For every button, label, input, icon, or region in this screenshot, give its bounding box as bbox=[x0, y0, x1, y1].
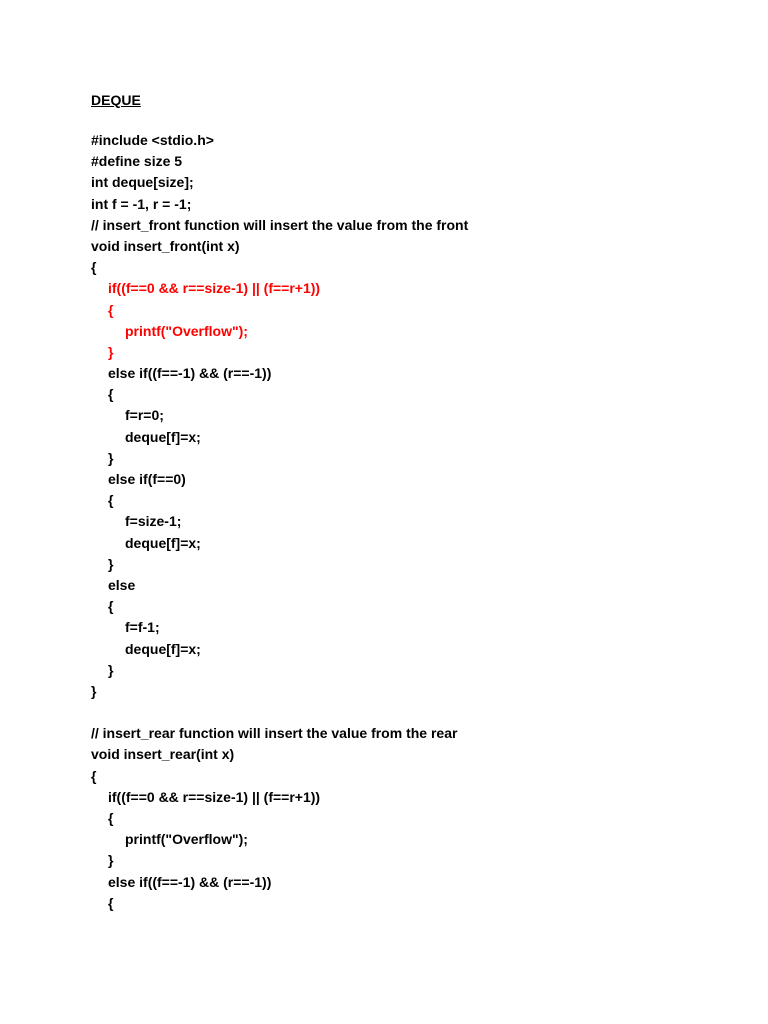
code-line: else bbox=[108, 576, 136, 593]
code-line: { bbox=[108, 598, 114, 615]
code-line: deque[f]=x; bbox=[125, 640, 201, 657]
code-line: printf("Overflow"); bbox=[125, 322, 248, 339]
code-line: } bbox=[91, 682, 97, 699]
code-line: #define size 5 bbox=[91, 153, 183, 170]
code-block bbox=[91, 130, 468, 914]
code-line: } bbox=[108, 343, 114, 360]
code-line: f=size-1; bbox=[125, 513, 182, 530]
code-line: void insert_front(int x) bbox=[91, 237, 240, 254]
code-line: { bbox=[91, 259, 97, 276]
blank-line bbox=[91, 702, 468, 723]
code-line: { bbox=[108, 810, 114, 826]
code-line: else if((f==-1) && (r==-1)) bbox=[108, 873, 272, 890]
code-line: } bbox=[108, 555, 114, 572]
code-line: if((f==0 && r==size-1) || (f==r+1)) bbox=[108, 280, 321, 297]
code-line: } bbox=[108, 852, 114, 869]
code-line: int deque[size]; bbox=[91, 174, 194, 191]
code-line: { bbox=[108, 492, 114, 509]
code-line: { bbox=[91, 767, 97, 784]
code-line: { bbox=[108, 301, 114, 318]
code-line: #include <stdio.h> bbox=[91, 132, 214, 148]
code-line: } bbox=[108, 449, 114, 466]
code-line: deque[f]=x; bbox=[125, 428, 201, 445]
code-line: // insert_rear function will insert the value from the rear bbox=[91, 725, 458, 742]
code-line: int f = -1, r = -1; bbox=[91, 195, 192, 212]
code-line: deque[f]=x; bbox=[125, 534, 201, 551]
code-line: // insert_front function will insert the value from the front bbox=[91, 216, 469, 233]
code-line: f=f-1; bbox=[125, 619, 160, 636]
code-line: f=r=0; bbox=[125, 407, 164, 424]
code-line: printf("Overflow"); bbox=[125, 831, 248, 848]
code-line: } bbox=[108, 661, 114, 678]
code-line: else if(f==0) bbox=[108, 471, 186, 487]
code-line: { bbox=[108, 386, 114, 403]
code-line: if((f==0 && r==size-1) || (f==r+1)) bbox=[108, 788, 321, 805]
document-title: DEQUE bbox=[91, 92, 141, 108]
code-line: else if((f==-1) && (r==-1)) bbox=[108, 365, 272, 382]
code-line: { bbox=[108, 894, 114, 911]
code-line: void insert_rear(int x) bbox=[91, 746, 235, 763]
